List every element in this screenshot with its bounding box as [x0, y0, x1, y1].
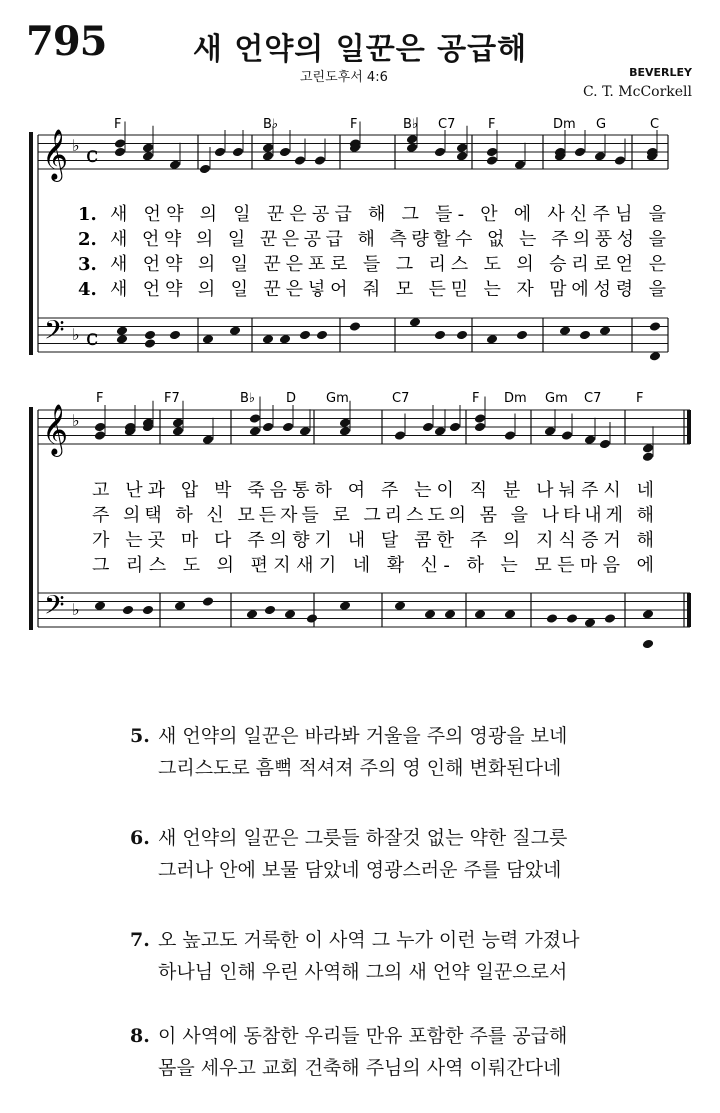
- note-head: [579, 330, 591, 341]
- verse-line: 그리스도로 흠뻑 적셔져 주의 영 인해 변화된다네: [158, 757, 562, 779]
- note-head: [114, 147, 126, 158]
- verse-line: 새 언약의 일꾼은 바라봐 거울을 주의 영광을 보네: [158, 725, 568, 747]
- verse-line: 이 사역에 동참한 우리들 만유 포함한 주를 공급해: [158, 1025, 568, 1047]
- note-head: [262, 422, 274, 433]
- chord-symbol: B♭: [403, 117, 419, 132]
- treble-clef-icon: 𝄞: [42, 129, 69, 180]
- note-head: [486, 147, 498, 158]
- note-head: [599, 439, 611, 450]
- verse-line: 몸을 세우고 교회 건축해 주님의 사역 이뤄간다네: [158, 1057, 562, 1079]
- lyric-line: 새 언약 의 일 꾼은공급 해 그 들- 안 에 사신주님 을: [110, 204, 666, 225]
- note-head: [314, 155, 326, 166]
- bass-clef-icon: 𝄢: [44, 589, 65, 627]
- verse-line: 하나님 인해 우린 사역해 그의 새 언약 일꾼으로서: [158, 961, 568, 983]
- lyric-line: 주 의택 하 신 모든자들 로 그리스도의 몸 을 나타내게 해: [92, 505, 654, 526]
- flat-key-signature-icon: ♭: [72, 325, 80, 344]
- treble-clef-icon: 𝄞: [42, 404, 69, 455]
- note-head: [566, 613, 578, 624]
- system1-chord-symbols: [114, 117, 659, 132]
- verse-line: 새 언약의 일꾼은 그릇들 하잘것 없는 약한 질그릇: [158, 827, 568, 849]
- lyric-line: 가 는곳 마 다 주의향기 내 달 콤한 주 의 지식증거 해: [92, 530, 654, 551]
- note-head: [249, 413, 261, 424]
- chord-symbol: B♭: [263, 117, 279, 132]
- note-head: [214, 147, 226, 158]
- note-head: [202, 596, 214, 607]
- note-head: [94, 422, 106, 433]
- system1-lyrics: [78, 203, 666, 300]
- flat-key-signature-icon: ♭: [72, 136, 80, 155]
- note-head: [142, 605, 154, 616]
- scripture-reference: 고린도후서 4:6: [300, 70, 388, 85]
- chord-symbol: F: [636, 391, 644, 406]
- chord-symbol: F: [114, 117, 122, 132]
- chord-symbol: C7: [584, 391, 602, 406]
- note-head: [474, 422, 486, 433]
- note-head: [299, 330, 311, 341]
- verse-number: 8.: [130, 1025, 150, 1047]
- common-time-icon: c: [86, 326, 99, 351]
- verse-line: 그러나 안에 보물 담았네 영광스러운 주를 담았네: [158, 859, 562, 881]
- note-head: [474, 413, 486, 424]
- note-head: [434, 330, 446, 341]
- note-head: [199, 164, 211, 175]
- chord-symbol: G: [596, 117, 607, 132]
- chord-symbol: D: [286, 391, 297, 406]
- verse-5: [130, 720, 567, 784]
- note-head: [614, 155, 626, 166]
- note-head: [349, 321, 361, 332]
- verse-number: 5.: [130, 725, 150, 747]
- chord-symbol: F7: [164, 391, 180, 406]
- lyric-line: 새 언약 의 일 꾼은넣어 줘 모 든믿 는 자 맘에성령 을: [110, 279, 666, 300]
- final-barline: [687, 410, 691, 444]
- hymn-title: 새 언약의 일꾼은 공급해: [192, 32, 528, 67]
- note-head: [516, 330, 528, 341]
- common-time-icon: c: [86, 143, 99, 168]
- chord-symbol: Dm: [553, 117, 576, 132]
- lyric-line: 새 언약 의 일 꾼은포로 들 그 리스 도 의 승리로얻 은: [110, 254, 666, 275]
- verse-number: 4.: [78, 279, 97, 300]
- note-head: [306, 613, 318, 624]
- note-head: [574, 147, 586, 158]
- note-head: [649, 321, 661, 332]
- system-bracket: [29, 407, 33, 630]
- note-head: [122, 605, 134, 616]
- note-head: [144, 338, 156, 349]
- chord-symbol: F: [488, 117, 496, 132]
- note-head: [94, 430, 106, 441]
- note-head: [449, 422, 461, 433]
- chord-symbol: F: [350, 117, 358, 132]
- flat-key-signature-icon: ♭: [72, 411, 80, 430]
- note-head: [279, 147, 291, 158]
- system2-lyrics: [92, 480, 654, 576]
- note-head: [114, 138, 126, 149]
- note-head: [642, 451, 654, 462]
- verse-number: 2.: [78, 229, 97, 250]
- final-barline: [687, 593, 691, 627]
- chord-symbol: Gm: [326, 391, 349, 406]
- note-head: [264, 605, 276, 616]
- note-head: [316, 330, 328, 341]
- composer-name: C. T. McCorkell: [582, 84, 692, 100]
- note-head: [642, 639, 654, 650]
- verse-8: [130, 1020, 567, 1084]
- lyric-line: 고 난과 압 박 죽음통하 여 주 는이 직 분 나눠주시 네: [92, 480, 654, 501]
- bass-clef-icon: 𝄢: [44, 314, 65, 352]
- note-head: [282, 422, 294, 433]
- verse-number: 7.: [130, 929, 150, 951]
- note-head: [422, 422, 434, 433]
- verse-line: 오 높고도 거룩한 이 사역 그 누가 이런 능력 가졌나: [158, 929, 580, 951]
- verse-number: 6.: [130, 827, 150, 849]
- tune-name: BEVERLEY: [629, 66, 692, 79]
- chord-symbol: Gm: [545, 391, 568, 406]
- system-bracket: [29, 132, 33, 355]
- lyric-line: 새 언약 의 일 꾼은공급 해 측량할수 없 는 주의풍성 을: [110, 229, 666, 250]
- note-head: [546, 613, 558, 624]
- note-head: [486, 155, 498, 166]
- chord-symbol: F: [96, 391, 104, 406]
- chord-symbol: C7: [392, 391, 410, 406]
- system2-chord-symbols: [96, 391, 643, 406]
- chord-symbol: C: [650, 117, 660, 132]
- note-head: [144, 330, 156, 341]
- chord-symbol: B♭: [240, 391, 256, 406]
- note-head: [504, 430, 516, 441]
- verse-7: [130, 924, 579, 988]
- chord-symbol: Dm: [504, 391, 527, 406]
- verse-number: 3.: [78, 254, 97, 275]
- note-head: [456, 330, 468, 341]
- hymn-number: 795: [26, 18, 107, 65]
- verse-6: [130, 822, 567, 886]
- lyric-line: 그 리스 도 의 편지새기 네 확 신- 하 는 모든마음 에: [92, 555, 654, 576]
- note-head: [604, 613, 616, 624]
- verse-number: 1.: [78, 204, 97, 225]
- note-head: [294, 155, 306, 166]
- flat-key-signature-icon: ♭: [72, 600, 80, 619]
- chord-symbol: C7: [438, 117, 456, 132]
- chord-symbol: F: [472, 391, 480, 406]
- note-head: [394, 430, 406, 441]
- note-head: [561, 430, 573, 441]
- note-head: [232, 147, 244, 158]
- note-head: [434, 147, 446, 158]
- note-head: [169, 330, 181, 341]
